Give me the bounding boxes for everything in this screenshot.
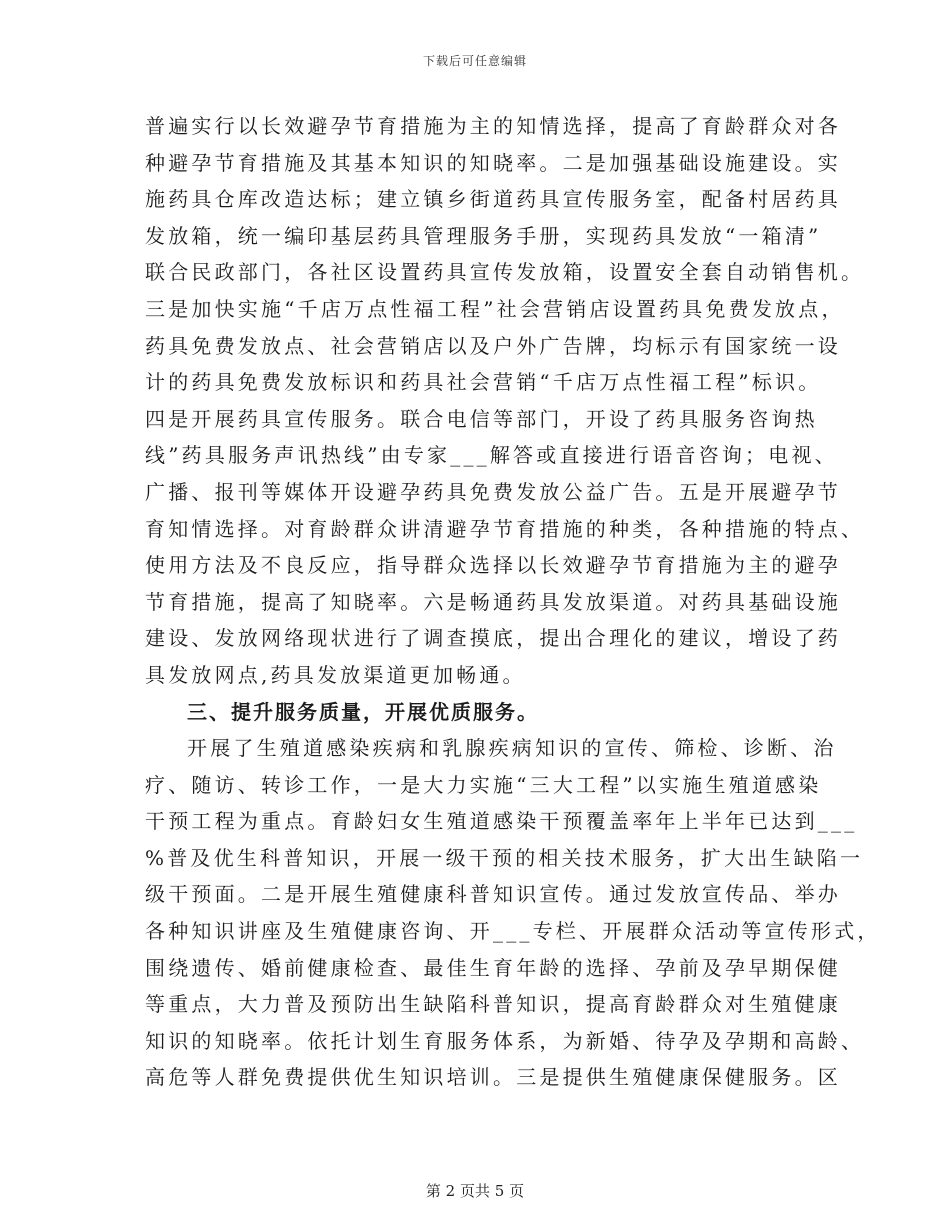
text-line: 级干预面。二是开展生殖健康科普知识宣传。通过发放宣传品、举办 <box>145 882 841 907</box>
text-line: 普遍实行以长效避孕节育措施为主的知情选择，提高了育龄群众对各 <box>145 114 841 138</box>
text-line: 等重点，大力普及预防出生缺陷科普知识，提高育龄群众对生殖健康 <box>145 992 841 1017</box>
text-line: 施药具仓库改造达标；建立镇乡街道药具宣传服务室，配备村居药具 <box>145 187 841 212</box>
text-line: 线”药具服务声讯热线”由专家___解答或直接进行语音咨询；电视、 <box>145 443 838 468</box>
text-line: 药具免费发放点、社会营销店以及户外广告牌，均标示有国家统一设 <box>145 333 841 358</box>
text-line: 计的药具免费发放标识和药具社会营销“千店万点性福工程”标识。 <box>145 370 822 395</box>
text-line: 知识的知晓率。依托计划生育服务体系，为新婚、待孕及孕期和高龄、 <box>145 1028 865 1053</box>
text-line: 建设、发放网络现状进行了调查摸底，提出合理化的建议，增设了药 <box>145 626 841 651</box>
section-heading: 三、提升服务质量，开展优质服务。 <box>187 699 539 724</box>
document-body <box>145 108 881 1096</box>
text-line: 四是开展药具宣传服务。联合电信等部门，开设了药具服务咨询热 <box>145 406 818 431</box>
text-line: 节育措施，提高了知晓率。六是畅通药具发放渠道。对药具基础设施 <box>145 589 841 614</box>
page-header: 下载后可任意编辑 <box>422 54 527 68</box>
text-line: 广播、报刊等媒体开设避孕药具免费发放公益广告。五是开展避孕节 <box>145 479 841 504</box>
text-line: 具发放网点,药具发放渠道更加畅通。 <box>145 662 526 687</box>
text-line: 三是加快实施“千店万点性福工程”社会营销店设置药具免费发放点， <box>145 296 845 321</box>
text-line: 疗、随访、转诊工作，一是大力实施“三大工程”以实施生殖道感染 <box>145 772 822 797</box>
text-line: 发放箱，统一编印基层药具管理服务手册，实现药具发放“一箱清” <box>145 223 822 248</box>
text-line: 各种知识讲座及生殖健康咨询、开___专栏、开展群众活动等宣传形式， <box>145 919 881 944</box>
text-line: 高危等人群免费提供优生知识培训。三是提供生殖健康保健服务。区 <box>145 1065 841 1090</box>
text-line: 种避孕节育措施及其基本知识的知晓率。二是加强基础设施建设。实 <box>145 150 841 175</box>
text-line: 围绕遗传、婚前健康检查、最佳生育年龄的选择、孕前及孕早期保健 <box>145 955 841 980</box>
text-line: 育知情选择。对育龄群众讲清避孕节育措施的种类，各种措施的特点、 <box>145 516 865 541</box>
page-footer: 第 2 页共 5 页 <box>425 1182 525 1200</box>
text-line: %普及优生科普知识，开展一级干预的相关技术服务，扩大出生缺陷一 <box>145 845 864 870</box>
text-line: 使用方法及不良反应，指导群众选择以长效避孕节育措施为主的避孕 <box>145 553 841 578</box>
text-line: 干预工程为重点。育龄妇女生殖道感染干预覆盖率年上半年已达到___ <box>145 809 858 834</box>
text-line: 开展了生殖道感染疾病和乳腺疾病知识的宣传、筛检、诊断、治 <box>187 736 837 761</box>
text-line: 联合民政部门，各社区设置药具宣传发放箱，设置安全套自动销售机。 <box>145 260 865 285</box>
